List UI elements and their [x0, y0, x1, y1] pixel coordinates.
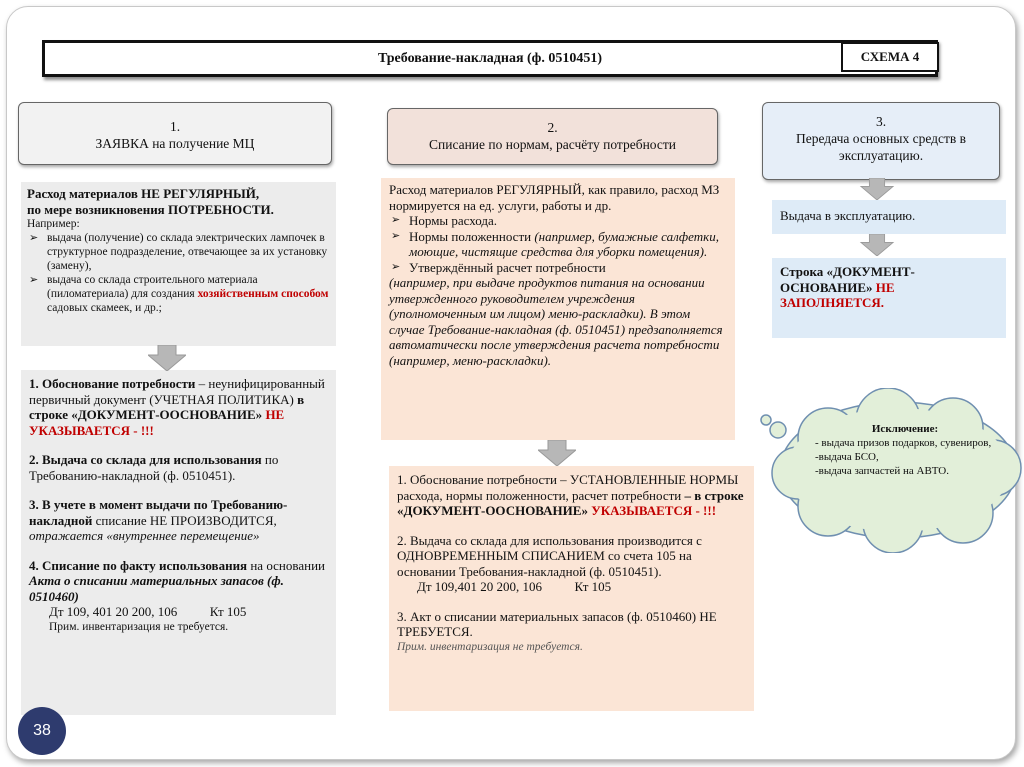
column-1-title: ЗАЯВКА на получение МЦ [95, 136, 255, 151]
column-1-header [18, 102, 332, 165]
col2-list [389, 213, 727, 275]
column-3-number: 3. [875, 114, 887, 129]
col3-row-status: НЕ ЗАПОЛНЯЕТСЯ. [780, 279, 895, 310]
list-item: ➢ Утверждённый расчет потребности [391, 259, 606, 275]
col1-point-2: 2. Выдача со склада для использования по Требованию-накладной (ф. 0510451). [29, 452, 279, 483]
col1-desc-line1: Расход материалов НЕ РЕГУЛЯРНЫЙ, [27, 186, 260, 201]
col2-point-2: 2. Выдача со склада для использования производится с ОДНОВРЕМЕННЫМ СПИСАНИЕМ со счета 105 на основании Требования-накладной (ф. 0510451). [397, 532, 702, 579]
col1-point-3: 3. В учете в момент выдачи по Требованию-накладной списание НЕ ПРОИЗВОДИТСЯ, отражается «внутреннее перемещение» [29, 497, 288, 543]
col3-row-label: Строка «ДОКУМЕНТ-ОСНОВАНИЕ» [780, 264, 915, 295]
down-arrow-icon [538, 440, 576, 466]
check-arrow-icon: ➢ [391, 214, 401, 226]
list-item: ➢ Нормы положенности (например, бумажные салфетки, моющие, чистящие средства для уборки помещения). [391, 228, 719, 259]
col1-red-highlight: хозяйственным способом [197, 288, 329, 300]
col1-desc-line2: по мере возникновения ПОТРЕБНОСТИ. [27, 201, 274, 217]
list-item: ➢ выдача (получение) со склада электрических лампочек в структурное подразделение, отвечающее за их установку (замену), [29, 232, 328, 272]
col1-example-list [27, 231, 330, 315]
check-arrow-icon: ➢ [391, 229, 401, 242]
check-arrow-icon: ➢ [29, 274, 39, 286]
column-1-details [21, 370, 336, 715]
column-1-description [21, 182, 336, 346]
exception-text [815, 422, 995, 478]
list-item: ➢ выдача со склада строительного материала (пиломатериала) для создания хозяйственным способом садовых скамеек, и др.; [29, 274, 329, 314]
column-2-details [389, 466, 754, 711]
page-number-badge: 38 [18, 707, 66, 755]
col2-italic-paragraph: (например, при выдаче продуктов питания на основании утвержденного руководителем учреждения (уполномоченным им лицом) меню-раскладки). В этом случае Требование-накладная (ф. 0510451) предзаполняется автоматически после утверждения расчета потребности (например, меню-раскладки). [389, 275, 723, 368]
column-3-document-row [772, 258, 1006, 338]
column-2-number: 2. [547, 120, 558, 135]
col2-point-1: 1. Обоснование потребности – УСТАНОВЛЕННЫЕ НОРМЫ расхода, нормы положенности, расчет потребности – в строке «ДОКУМЕНТ-ООСНОВАНИЕ» УКАЗЫВАЕТСЯ - !!! [397, 472, 744, 518]
column-1-number: 1. [169, 119, 181, 134]
col2-desc: Расход материалов РЕГУЛЯРНЫЙ, как правило, расход МЗ нормируется на ед. услуги, работы и др. [389, 182, 720, 213]
col1-point-1: 1. Обоснование потребности – неунифицированный первичный документ (УЧЕТНАЯ ПОЛИТИКА) в строке «ДОКУМЕНТ-ООСНОВАНИЕ» НЕ УКАЗЫВАЕТСЯ - !!! [29, 376, 325, 438]
schema-badge: СХЕМА 4 [841, 42, 939, 72]
column-2-header [387, 108, 718, 165]
list-item: ➢ Нормы расхода. [391, 213, 498, 228]
page-title: Требование-накладная (ф. 0510451) [42, 40, 938, 77]
down-arrow-icon [858, 234, 896, 256]
exception-title: Исключение: [871, 423, 939, 435]
column-2-title: Списание по нормам, расчёту потребности [428, 137, 676, 152]
col1-accounting-entry: Дт 109, 401 20 200, 106 Кт 105 [49, 604, 247, 619]
list-item: - выдача призов подарков, сувениров, [815, 437, 992, 449]
list-item: -выдача БСО, [815, 451, 879, 463]
col3-issue-text: Выдача в эксплуатацию. [780, 208, 916, 223]
col1-example-label: Например: [27, 218, 80, 230]
col2-point-3: 3. Акт о списании материальных запасов (ф. 0510460) НЕ ТРЕБУЕТСЯ. [397, 608, 717, 639]
column-2-description [381, 178, 735, 440]
down-arrow-icon [858, 178, 896, 200]
column-3-issue [772, 200, 1006, 234]
col1-point-4: 4. Списание по факту использования на основании Акта о списании материальных запасов (ф. 0510460) [29, 557, 325, 604]
col1-note: Прим. инвентаризация не требуется. [49, 620, 229, 633]
col2-note: Прим. инвентаризация не требуется. [397, 640, 583, 653]
col2-accounting-entry: Дт 109,401 20 200, 106 Кт 105 [417, 579, 612, 594]
column-3-header [762, 102, 1000, 180]
check-arrow-icon: ➢ [391, 260, 401, 273]
down-arrow-icon [148, 345, 186, 371]
list-item: -выдача запчастей на АВТО. [815, 465, 949, 477]
column-3-title: Передача основных средств в эксплуатацию. [795, 131, 967, 163]
check-arrow-icon: ➢ [29, 232, 39, 244]
